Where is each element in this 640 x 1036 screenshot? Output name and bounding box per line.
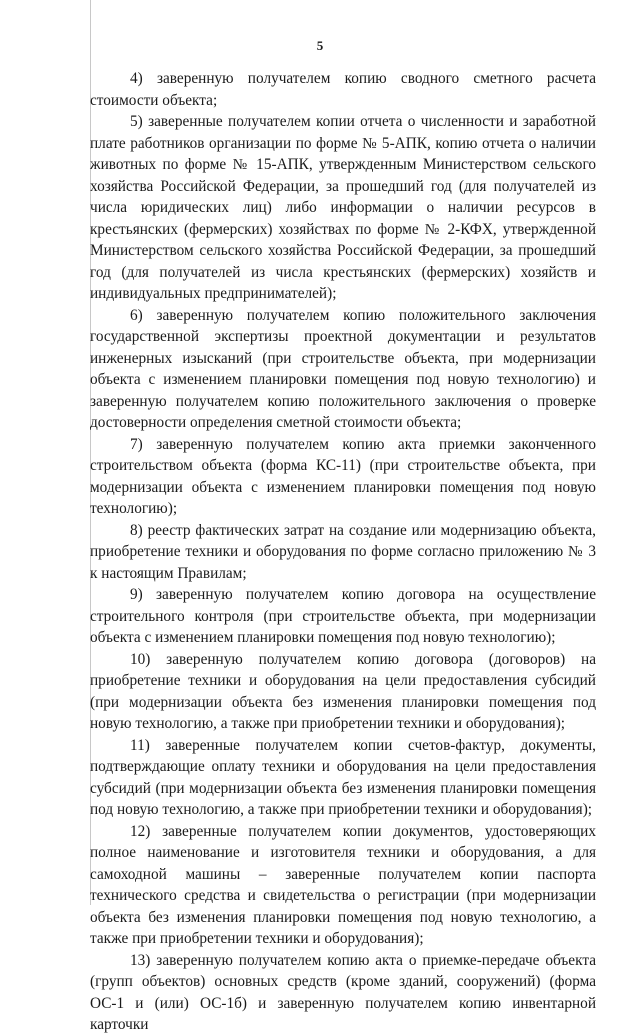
paragraph-item-6: 6) заверенную получателем копию положительного заключения государственной экспертизы проектной документации и результатов инженерных изысканий (при строительстве объекта, при модернизации объекта с изменением планировки помещения под новую технологию) и заверенную получателем копию положительного заключения о проверке достоверности определения сметной стоимости объекта; — [90, 306, 596, 431]
paragraph-item-7: 7) заверенную получателем копию акта приемки законченного строительством объекта (форма КС-11) (при строительстве объекта, при модернизации объекта с изменением планировки помещения под новую технологию); — [90, 435, 596, 517]
paragraph-item-11: 11) заверенные получателем копии счетов-фактур, документы, подтверждающие оплату техники и оборудования на цели предоставления субсидий (при модернизации объекта без изменения планировки помещения под новую технологию, а также при приобретении техники и оборудования); — [90, 736, 596, 818]
paragraph-item-12: 12) заверенные получателем копии документов, удостоверяющих полное наименование и изготовителя техники и оборудования, а для самоходной машины – заверенные получателем копии паспорта технического средства и свидетельства о регистрации (при модернизации объекта без изменения планировки помещения под новую технологию, а также при приобретении техники и оборудования); — [90, 822, 596, 947]
paragraph-item-13: 13) заверенную получателем копию акта о приемке-передаче объекта (групп объектов) основных средств (кроме зданий, сооружений) (форма ОС-1 и (или) ОС-1б) и заверенную получателем копию инвентарной карточки — [90, 951, 596, 1033]
paragraph-item-5: 5) заверенные получателем копии отчета о численности и заработной плате работников организации по форме № 5-АПК, копию отчета о наличии животных по форме № 15-АПК, утвержденным Министерством сельского хозяйства Российской Федерации, за прошедший год (для получателей из числа юридических лиц) либо информации о наличии ресурсов в крестьянских (фермерских) хозяйствах по форме № 2-КФХ, утвержденной Министерством сельского хозяйства Российской Федерации, за прошедший год (для получателей из числа крестьянских (фермерских) хозяйств и индивидуальных предпринимателей); — [90, 113, 596, 302]
paragraph-item-8: 8) реестр фактических затрат на создание или модернизацию объекта, приобретение техники и оборудования по форме согласно приложению № 3 к настоящим Правилам; — [90, 521, 596, 582]
page-number: 5 — [316, 38, 324, 53]
paragraph-item-10: 10) заверенную получателем копию договора (договоров) на приобретение техники и оборудования на цели предоставления субсидий (при модернизации объекта без изменения планировки помещения под новую технологию, а также при приобретении техники и оборудования); — [90, 650, 596, 732]
paragraph-item-9: 9) заверенную получателем копию договора на осуществление строительного контроля (при строительстве объекта, при модернизации объекта с изменением планировки помещения под новую технологию); — [90, 586, 596, 646]
document-body — [90, 68, 596, 1036]
paragraph-item-4: 4) заверенную получателем копию сводного сметного расчета стоимости объекта; — [90, 70, 596, 109]
